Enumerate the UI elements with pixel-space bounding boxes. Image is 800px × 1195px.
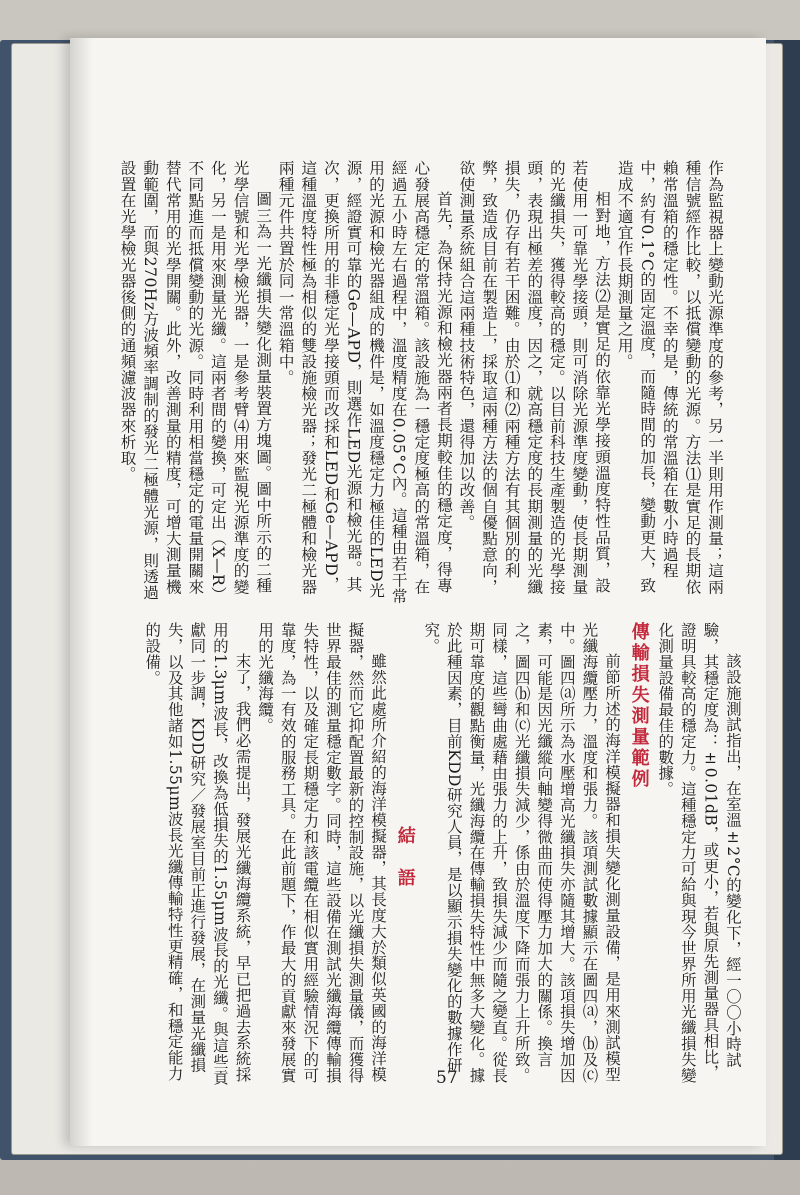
section2-paragraph-1: 雖然此處所介紹的海洋模擬器，其長度大於類似英國的海洋模擬器，然而它抑配置最新的控制設施，以光纖損失測量儀，而獲得世界最佳的測量穩定數字。同時，這些設備在測試光纖海纜傳輸損失特性，以及確定長期穩定力和該電纜在相似實用經驗情況下的可靠度，為一有效的服務工具。在此前題下，作最大的貢獻來發展實用的光纖海纜。	[256, 622, 388, 1084]
section-heading-conclusion: 結 語	[394, 825, 416, 889]
page-number: 57	[436, 1068, 458, 1088]
lower-text-block	[34, 622, 744, 1092]
section2-paragraph-2: 末了，我們必需提出，發展光纖海纜系統，早已把過去系統採用的1.3μm波長，改換為低損失的1.55μm波長的光纖。與這些貢獻同一步調，KDD研究／發展室目前正進行發展，在測量光纖損失，以及其他諸如1.55μm波長光纖傳輸特性更精確，和穩定能力的設備。	[143, 622, 252, 1086]
section1-paragraph-1: 前節所述的海洋模擬器和損失變化測量設備，是用來測試模型光纖海纜壓力，溫度和張力。該項測試數據顯示在圖四⒜，⒝及⒞中。圖四⒜所示為水壓增高光纖損失亦隨其增大。該項損失增加因素，可能是因光纖縱向軸變得微曲而使得壓力加大的關係。換言之，圖四⒝和⒞光纖損失減少，係由於溫度下降而張力上升所致。同樣，這些彎曲處藉由張力的上升，致損失減少而隨之變直。從長期可靠度的觀點衡量，光纖海纜在傳輸損失特性中無多大變化。據於此種因素，目前KDD研究人員，是以顯示損失變化的數據作研究。	[422, 622, 622, 1084]
section-heading-transmission-loss: 傳輸損失測量範例	[628, 622, 650, 790]
upper-paragraph-3: 首先，為保持光源和檢光器兩者長期較佳的穩定度，得專心發展高穩定的常溫箱。該設施為一穩定度極高的常溫箱，在經過五小時左右過程中，溫度精度在0.05°C內。這種由若干常用的光源和檢光器組成的機件是，如溫度穩定力極佳的LED光源，經證實可靠的Ge—APD，則選作LED光源和檢光器。其次，更換所用的非穩定光學接頭而改採和LED和Ge—APD，這種溫度特性極為相似的雙設施檢光器；發光二極體和檢光器兩種元件共置於同一常溫箱中。	[276, 160, 453, 604]
upper-paragraph-1: 作為監視器上變動光源準度的參考，另一半則用作測量；這兩種信號經作比較，以抵償變動的光源。方法⑴是實足的長期依賴常溫箱的穩定性。不幸的是，傳統的常溫箱在數小時過程中，約有0.1°C的固定溫度，而隨時間的加長，變動更大，致造成不適宜作長期測量之用。	[615, 160, 724, 595]
upper-text-block	[118, 160, 726, 605]
upper-paragraph-4: 圖三為一光纖損失變化測量裝置方塊圖。圖中所示的二種光學信號和光學檢光器，一是參考臂⑷用來監視光源準度的變化，另一是用來測量光纖。這兩者間的變換，可定出（X—R）不同點進而抵償變動的光源。同時利用相當穩定的電量開關來替代常用的光學開關。此外，改善測量的精度，可增大測量機動範圍，而與270Hz方波頻率調制的發光二極體光源，則透過設置在光學檢光器後側的通頻濾波器來析取。	[118, 160, 273, 603]
lower-intro-paragraph: 該設施測試指出，在室溫±2°C的變化下，經一〇〇小時試驗，其穩定度為：±0.01dB，或更小，若與原先測量器具相比，證明具較高的穩定力。這種穩定力可給與現今世界所用光纖損失變化測量設備最佳的數據。	[656, 622, 742, 1084]
upper-paragraph-2: 相對地，方法⑵是實足的依靠光學接頭溫度特性品質，設若使用一可靠光學接頭，則可消除光源準度變動，使長期測量的光纖損失，獲得較高的穩定。以目前科技生產製造的光學接頭，表現出極差的溫度，因之，就高穩定度的長期測量的光纖損失，仍存有若干困難。由於⑴和⑵兩種方法有其個別的利弊，致造成目前在製造上，採取這兩種方法的個自優點意向，欲使測量系統組合這兩種技術特色，還得加以改善。	[457, 160, 612, 595]
